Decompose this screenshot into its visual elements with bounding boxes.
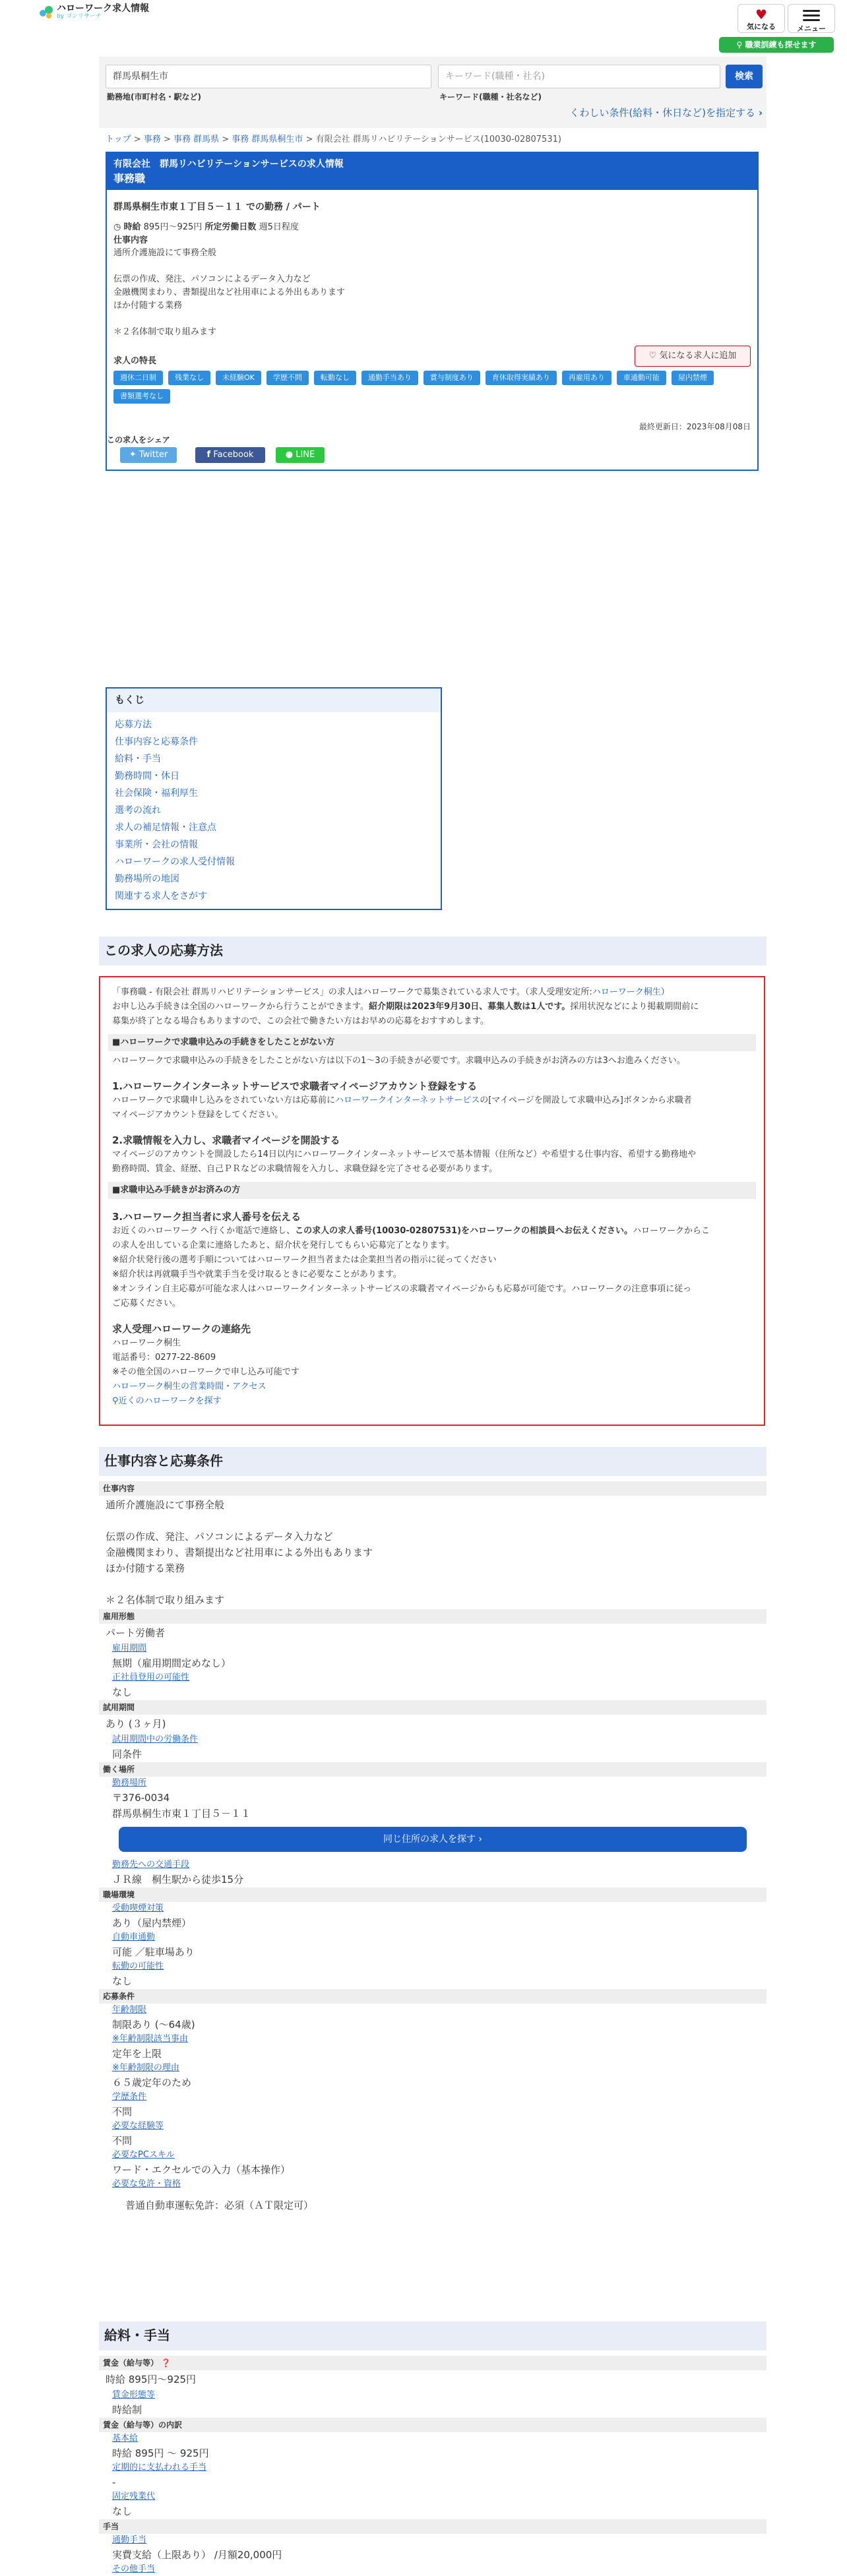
feature-tag[interactable]: 転勤なし: [314, 371, 356, 385]
apply-method-box: 「事務職 - 有限会社 群馬リハビリテーションサービス」の求人はハローワークで募集されている求人です。（求人受理安定所:ハローワーク桐生） お申し込み手続きは全国のハローワークから行うことができます。紹介期限は2023年9月30日、募集人数は1人です。採用状況などにより掲載期間前に 募集が終了となる場合もありますので、この会社で働きたい方はお早めの応募をおすすめします。 ■ハローワークで求職申込みの手続きをしたことがない方 ハローワークで求職申込みの手続きをしたことがない方は以下の1〜3の手続きが必要です。求職申込みの手続きがお済みの方は3へお進みください。 1.ハローワークインターネットサービスで求職者マイページアカウント登録をする ハローワークで求職申し込みをされていない方は応募前にハローワークインターネットサービスの[マイページを開設して求職申込み]ボタンから求職者 マイページアカウント登録をしてください。 2.求職情報を入力し、求職者マイページを開設する マイページのアカウントを開設したら14日以内にハローワークインターネットサービスで基本情報（住所など）や希望する仕事内容、希望する勤務地や 勤務時間、賃金、経歴、自己ＰＲなどの求職情報を入力し、求職登録を完了させる必要があります。 ■求職申込み手続きがお済みの方 3.ハローワーク担当者に求人番号を伝える お近くのハローワーク へ行くか電話で連絡し、この求人の求人番号(10030-02807531)をハローワークの相談員へお伝えください。ハローワークからこ の求人を出している企業に連絡したあと、紹介状を発行してもらい応募完了となります。 ※紹介状発行後の選考手順についてはハローワーク担当者または企業担当者の指示に従ってください ※紹介状は再就職手当や就業手当を受け取るときに必要なことがあります。 ※オンライン自主応募が可能な求人はハローワークインターネットサービスの求職者マイページからも応募が可能です。ハローワークの注意事項に従っ ご応募ください。 求人受理ハローワークの連絡先 ハローワーク桐生 電話番号：0277-22-8609 ※その他全国のハローワークで申し込み可能です ハローワーク桐生の営業時間・アクセス ⚲近くのハローワークを探す: [99, 976, 765, 1426]
breadcrumb-item[interactable]: 事務 群馬県: [173, 135, 220, 144]
feature-tag[interactable]: 書類選考なし: [113, 389, 170, 404]
keyword-caption: キーワード(職種・社名など): [439, 92, 542, 102]
hamburger-icon: [803, 10, 820, 21]
logo-title: ハローワーク求人情報: [57, 3, 149, 14]
apply-section-title: この求人の応募方法: [99, 936, 767, 966]
help-icon[interactable]: ❓: [161, 2358, 172, 2368]
work-location-title: 群馬県桐生市東１丁目５－１１ での勤務 / パート: [113, 202, 321, 212]
card-header[interactable]: [107, 153, 757, 190]
feature-tag[interactable]: 未経験OK: [216, 371, 261, 385]
line-icon: ●: [285, 450, 294, 460]
search-icon: ⚲: [112, 1396, 119, 1406]
heart-outline-icon: ♡: [648, 351, 657, 361]
breadcrumb: トップ > 事務 > 事務 群馬県 > 事務 群馬県桐生市 > 有限会社 群馬リハビリテーションサービス(10030-02807531): [106, 135, 561, 144]
note: ご応募ください。: [112, 1299, 181, 1308]
find-nearby-link[interactable]: ⚲近くのハローワークを探す: [112, 1396, 222, 1406]
content-label: 仕事内容: [113, 235, 148, 245]
twitter-icon: ✦: [129, 450, 137, 460]
facebook-icon: f: [206, 450, 211, 460]
add-favorite-button[interactable]: ♡ 気になる求人に追加: [635, 346, 751, 367]
toc-item[interactable]: 選考の流れ: [115, 805, 161, 816]
location-input[interactable]: 群馬県桐生市: [106, 65, 431, 88]
conditions-details: 仕事内容 通所介護施設にて事務全般 伝票の作成、発注、パソコンによるデータ入力など 金融機関まわり、書類提出など社用車による外出もあります ほか付随する業務 ＊２名体制で取り組みます 雇用形態 パート労働者 雇用期間 無期（雇用期間定めなし） 正社員登用の可能性 なし 試用期間 あり (３ヶ月) 試用期間中の労働条件 同条件 働く場所 勤務場所 〒376-0034 群馬県桐生市東１丁目５－１１ 同じ住所の求人を探す › 勤務先への交通手段 ＪＲ線 桐生駅から徒歩15分 職場環境 受動喫煙対策 あり（屋内禁煙） 自動車通勤 可能 ／駐車場あり 転勤の可能性 なし 応募条件 年齢制限 制限あり (〜64歳) ※年齢制限該当事由 定年を上限 ※年齢制限の理由 ６５歳定年のため 学歴条件 不問 必要な経験等 不問 必要なPCスキル ワード・エクセルでの入力（基本操作） 必要な免許・資格 普通自動車運転免許：必須（ＡＴ限定可）: [99, 1481, 767, 2213]
chevron-right-icon: ›: [758, 107, 763, 119]
breadcrumb-item[interactable]: 事務: [143, 135, 161, 144]
favorites-button[interactable]: [737, 4, 785, 33]
office-hours-link[interactable]: ハローワーク桐生の営業時間・アクセス: [112, 1382, 267, 1392]
feature-tag[interactable]: 学歴不問: [267, 371, 309, 385]
training-search-button[interactable]: [719, 37, 834, 53]
logo-icon: [40, 6, 53, 19]
heart-icon: ♥: [755, 7, 767, 22]
job-summary-card: [106, 152, 759, 471]
line-share-button[interactable]: ● LINE: [276, 447, 325, 463]
search-panel: [99, 57, 767, 128]
feature-tag[interactable]: 育休取得実績あり: [486, 371, 557, 385]
same-address-search-button[interactable]: 同じ住所の求人を探す ›: [119, 1827, 747, 1852]
feature-tag[interactable]: 賞与制度あり: [424, 371, 480, 385]
chevron-right-icon: ›: [478, 1834, 483, 1845]
step-title: 2.求職情報を入力し、求職者マイページを開設する: [112, 1134, 340, 1146]
toc-item[interactable]: 関連する求人をさがす: [115, 891, 207, 902]
toc-item[interactable]: 勤務場所の地図: [115, 874, 179, 884]
toc-item[interactable]: 求人の補足情報・注意点: [115, 822, 216, 833]
note: ※オンライン自主応募が可能な求人はハローワークインターネットサービスの求職者マイページからも応募が可能です。ハローワークの注意事項に従っ: [112, 1284, 692, 1294]
conditions-section-title: 仕事内容と応募条件: [99, 1447, 767, 1476]
menu-button[interactable]: [788, 4, 835, 33]
contact-title: 求人受理ハローワークの連絡先: [112, 1323, 251, 1335]
salary-details: 賃金（給与等） ❓ 時給 895円〜925円 賃金形態等 時給制 賃金（給与等）の内訳 基本給 時給 895円 〜 925円 定期的に支払われる手当 - 固定残業代 なし 手当 通勤手当 実費支給（上限あり） /月額20,000円 その他手当: [99, 2356, 767, 2576]
facebook-share-button[interactable]: f Facebook: [195, 447, 265, 463]
feature-tag[interactable]: 車通勤可能: [617, 371, 666, 385]
toc-item[interactable]: 社会保険・福利厚生: [115, 788, 198, 799]
step-title: 3.ハローワーク担当者に求人番号を伝える: [112, 1211, 301, 1223]
favorites-label: 気になる: [747, 22, 776, 31]
wage-summary: ◷ 時給 895円〜925円 所定労働日数 週5日程度: [113, 222, 299, 232]
toc-item[interactable]: ハローワークの求人受付情報: [115, 857, 235, 867]
toc-title: もくじ: [107, 689, 441, 712]
note: ※紹介状発行後の選考手順についてはハローワーク担当者または企業担当者の指示に従ってください: [112, 1255, 497, 1265]
breadcrumb-current: 有限会社 群馬リハビリテーションサービス(10030-02807531): [315, 135, 561, 144]
site-logo[interactable]: [40, 4, 149, 20]
clock-icon: ◷: [113, 222, 121, 232]
salary-section-title: 給料・手当: [99, 2321, 767, 2350]
job-title: 事務職: [113, 172, 146, 185]
feature-tag[interactable]: 週休二日制: [113, 371, 163, 385]
share-label: この求人をシェア: [107, 435, 170, 445]
breadcrumb-item[interactable]: 事務 群馬県桐生市: [232, 135, 303, 144]
menu-label: メニュー: [797, 24, 826, 33]
content-text: 通所介護施設にて事務全般 伝票の作成、発注、パソコンによるデータ入力など 金融機関まわり、書類提出など社用車による外出もあります ほか付随する業務 ＊２名体制で取り組みます: [113, 248, 346, 337]
feature-tag[interactable]: 屋内禁煙: [672, 371, 714, 385]
toc-item[interactable]: 応募方法: [115, 720, 152, 730]
internet-service-link[interactable]: ハローワークインターネットサービス: [335, 1095, 480, 1105]
training-label: 職業訓練も探せます: [745, 40, 817, 49]
toc-item[interactable]: 給料・手当: [115, 754, 161, 764]
location-caption: 勤務地(市町村名・駅など): [107, 92, 201, 102]
last-updated: 最終更新日：2023年08月08日: [639, 422, 751, 431]
feature-tags: [113, 371, 740, 404]
company-name: 有限会社 群馬リハビリテーションサービスの求人情報: [113, 159, 344, 169]
breadcrumb-item[interactable]: トップ: [106, 135, 131, 144]
site-header: [0, 0, 847, 57]
toc-item[interactable]: 事業所・会社の情報: [115, 840, 198, 850]
logo-subtitle: by ゴンリサーチ: [57, 13, 102, 20]
notice-bar: ■ハローワークで求職申込みの手続きをしたことがない方: [108, 1034, 756, 1051]
search-icon: ⚲: [736, 40, 745, 49]
toc-item[interactable]: 仕事内容と応募条件: [115, 737, 198, 747]
feature-tag[interactable]: 再雇用あり: [562, 371, 612, 385]
step-title: 1.ハローワークインターネットサービスで求職者マイページアカウント登録をする: [112, 1080, 478, 1092]
toc-item[interactable]: 勤務時間・休日: [115, 771, 179, 782]
content-text: 通所介護施設にて事務全般 伝票の作成、発注、パソコンによるデータ入力など 金融機関まわり、書類提出など社用車による外出もあります ほか付随する業務 ＊２名体制で取り組みます: [106, 1499, 373, 1606]
notice-bar: ■求職申込み手続きがお済みの方: [108, 1182, 756, 1199]
features-label: 求人の特長: [113, 356, 157, 366]
keyword-input[interactable]: キーワード(職種・社名): [438, 65, 720, 88]
apply-intro: 「事務職 - 有限会社 群馬リハビリテーションサービス」の求人はハローワークで募集されている求人です。（求人受理安定所:ハローワーク桐生）: [112, 987, 670, 997]
search-button[interactable]: 検索: [726, 65, 763, 88]
table-of-contents: [106, 687, 442, 910]
feature-tag[interactable]: 残業なし: [168, 371, 210, 385]
note: ※紹介状は再就職手当や就業手当を受け取るときに必要なことがあります。: [112, 1270, 402, 1279]
twitter-share-button[interactable]: ✦ Twitter: [120, 447, 177, 463]
feature-tag[interactable]: 通勤手当あり: [361, 371, 418, 385]
hellowork-link[interactable]: ハローワーク桐生: [592, 987, 661, 997]
advanced-search-link[interactable]: くわしい条件(給料・休日など)を指定する ›: [569, 107, 763, 119]
